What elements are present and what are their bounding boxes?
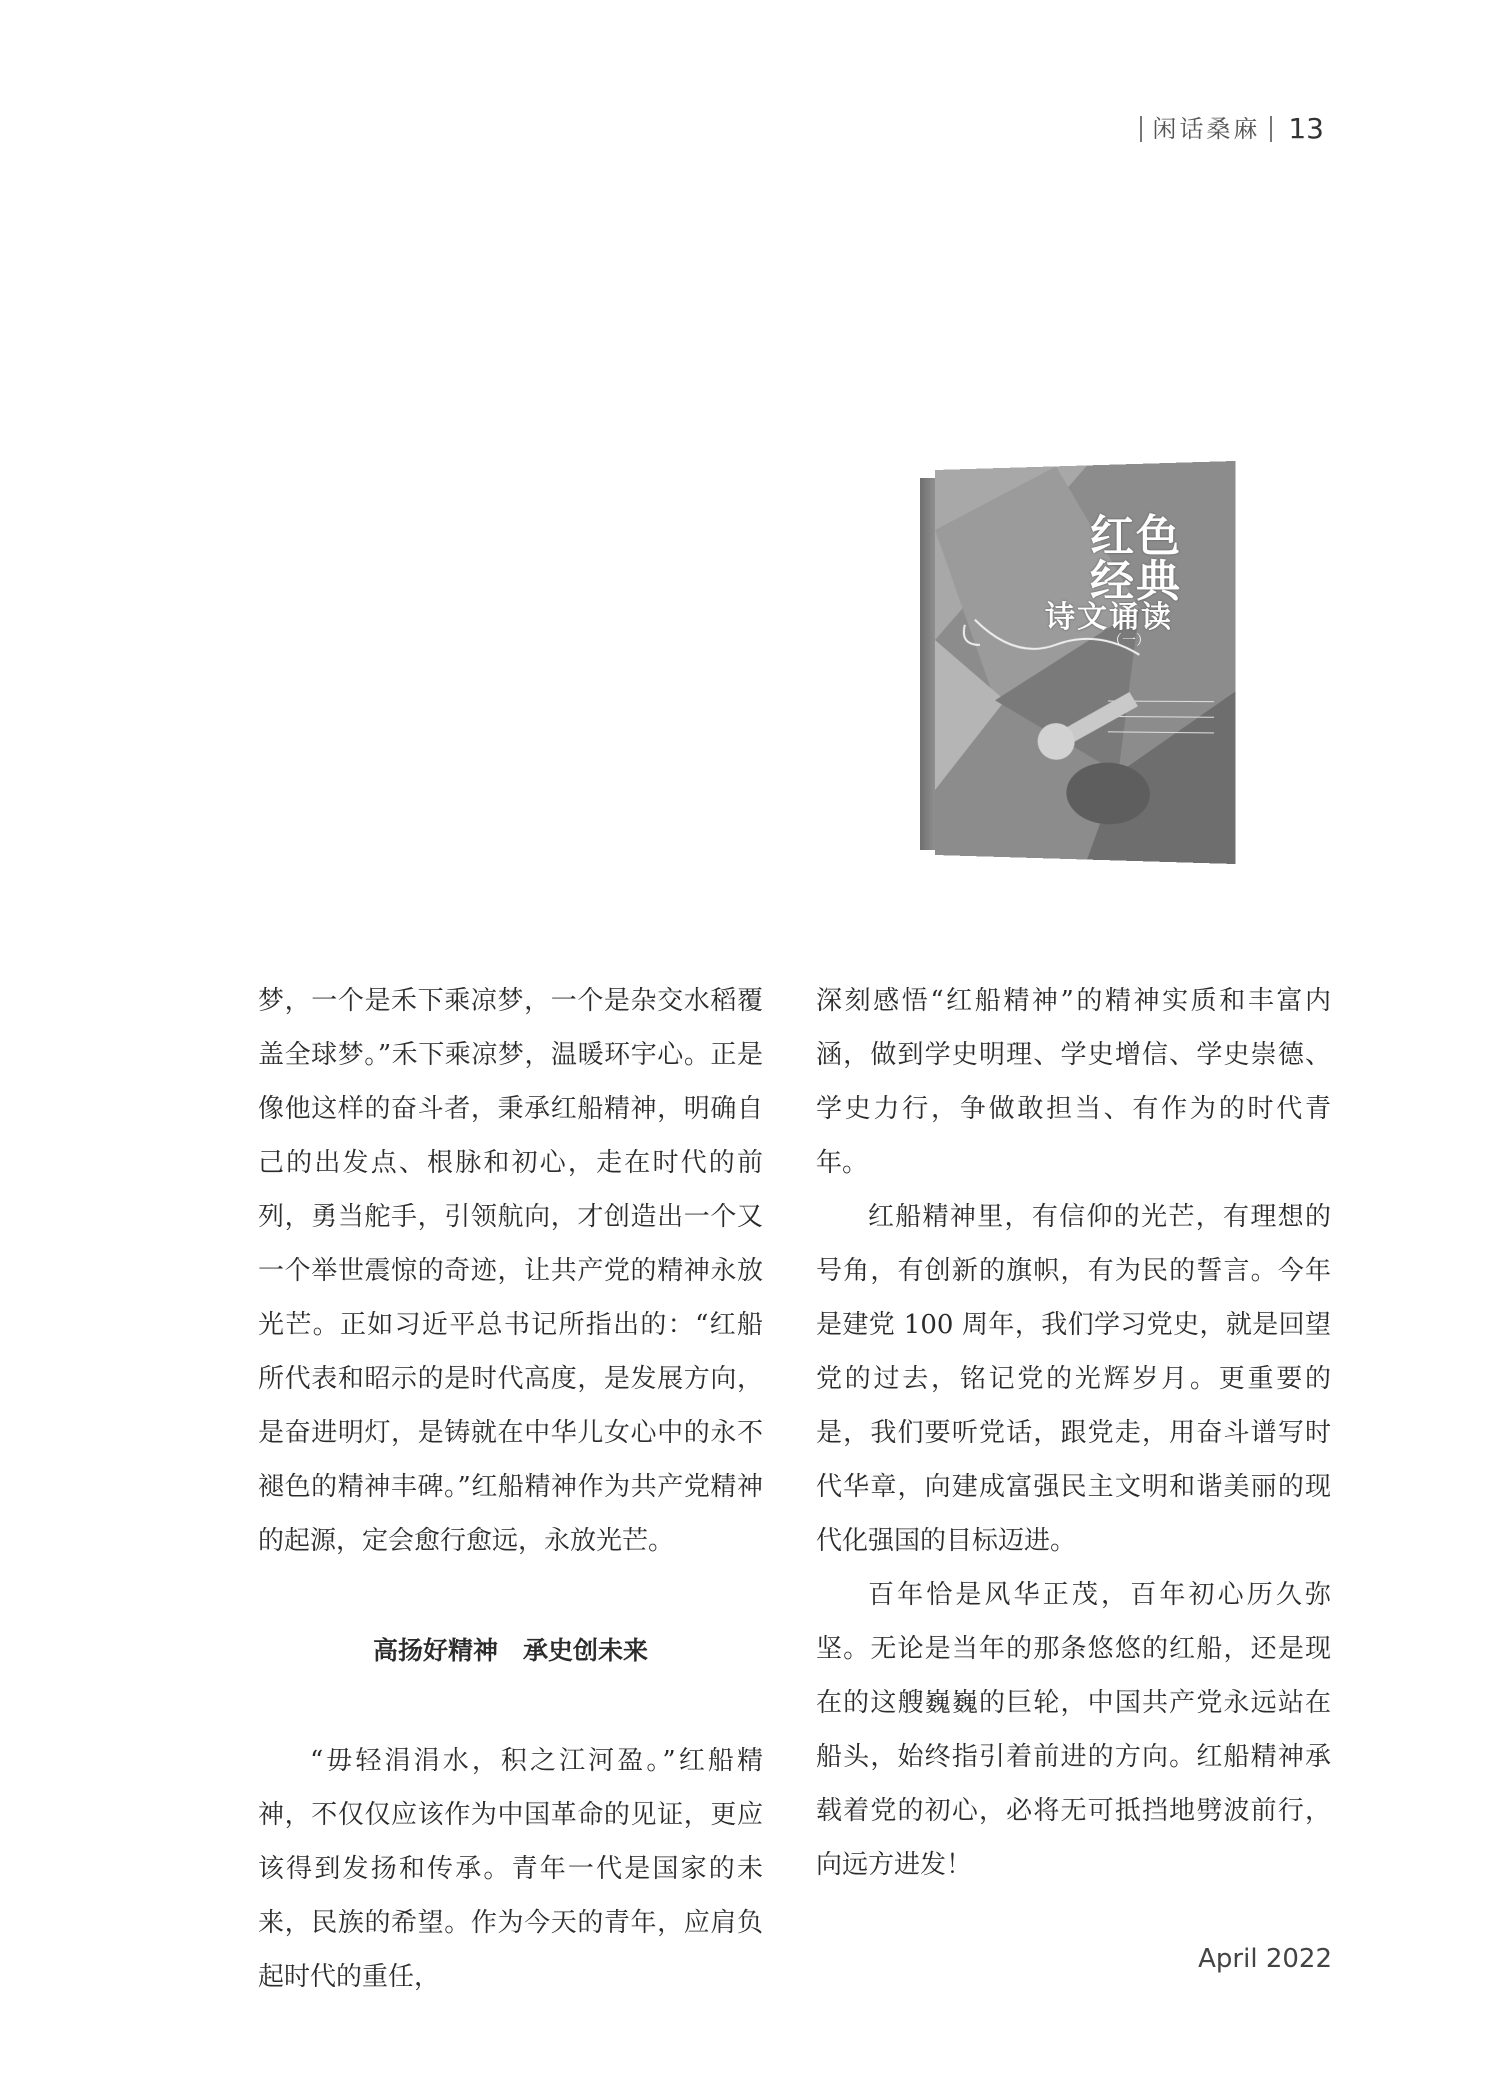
- right-column: [816, 974, 1331, 1892]
- paragraph: 红船精神里，有信仰的光芒，有理想的号角，有创新的旗帜，有为民的誓言。今年是建党 100 周年，我们学习党史，就是回望党的过去，铭记党的光辉岁月。更重要的是，我们要听党话，跟党走，用奋斗谱写时代华章，向建成富强民主文明和谐美丽的现代化强国的目标迈进。: [816, 1202, 1331, 1556]
- issue-date: April 2022: [1198, 1944, 1332, 1974]
- book-title-line2: 经典: [1090, 556, 1182, 607]
- page-number: 13: [1288, 112, 1324, 145]
- book-title-line1: 红色: [1090, 511, 1182, 562]
- paragraph: 百年恰是风华正茂，百年初心历久弥坚。无论是当年的那条悠悠的红船，还是现在的这艘巍巍的巨轮，中国共产党永远站在船头，始终指引着前进的方向。红船精神承载着党的初心，必将无可抵挡地劈波前行，向远方进发！: [816, 1580, 1331, 1880]
- book-cover-image: [935, 461, 1236, 864]
- paragraph: 深刻感悟“红船精神”的精神实质和丰富内涵，做到学史明理、学史增信、学史崇德、学史力行，争做敢担当、有作为的时代青年。: [816, 986, 1331, 1178]
- paragraph: “毋轻涓涓水，积之江河盈。”红船精神，不仅仅应该作为中国革命的见证，更应该得到发扬和传承。青年一代是国家的未来，民族的希望。作为今天的青年，应肩负起时代的重任，: [258, 1746, 763, 1992]
- section-title: 闲话桑麻: [1140, 116, 1272, 142]
- left-column: [258, 974, 763, 2004]
- paragraph: 梦，一个是禾下乘凉梦，一个是杂交水稻覆盖全球梦。”禾下乘凉梦，温暖环宇心。正是像他这样的奋斗者，秉承红船精神，明确自己的出发点、根脉和初心，走在时代的前列，勇当舵手，引领航向，才创造出一个又一个举世震惊的奇迹，让共产党的精神永放光芒。正如习近平总书记所指出的：“红船所代表和昭示的是时代高度，是发展方向，是奋进明灯，是铸就在中华儿女心中的永不褪色的精神丰碑。”红船精神作为共产党精神的起源，定会愈行愈远，永放光芒。: [258, 986, 763, 1556]
- book-title-line3: 诗文诵读: [1045, 600, 1173, 635]
- page-header: [1140, 112, 1324, 145]
- book-cover-art: [935, 461, 1236, 864]
- section-subheading: 高扬好精神 承史创未来: [372, 1636, 648, 1665]
- book-volume: （一）: [1108, 633, 1150, 649]
